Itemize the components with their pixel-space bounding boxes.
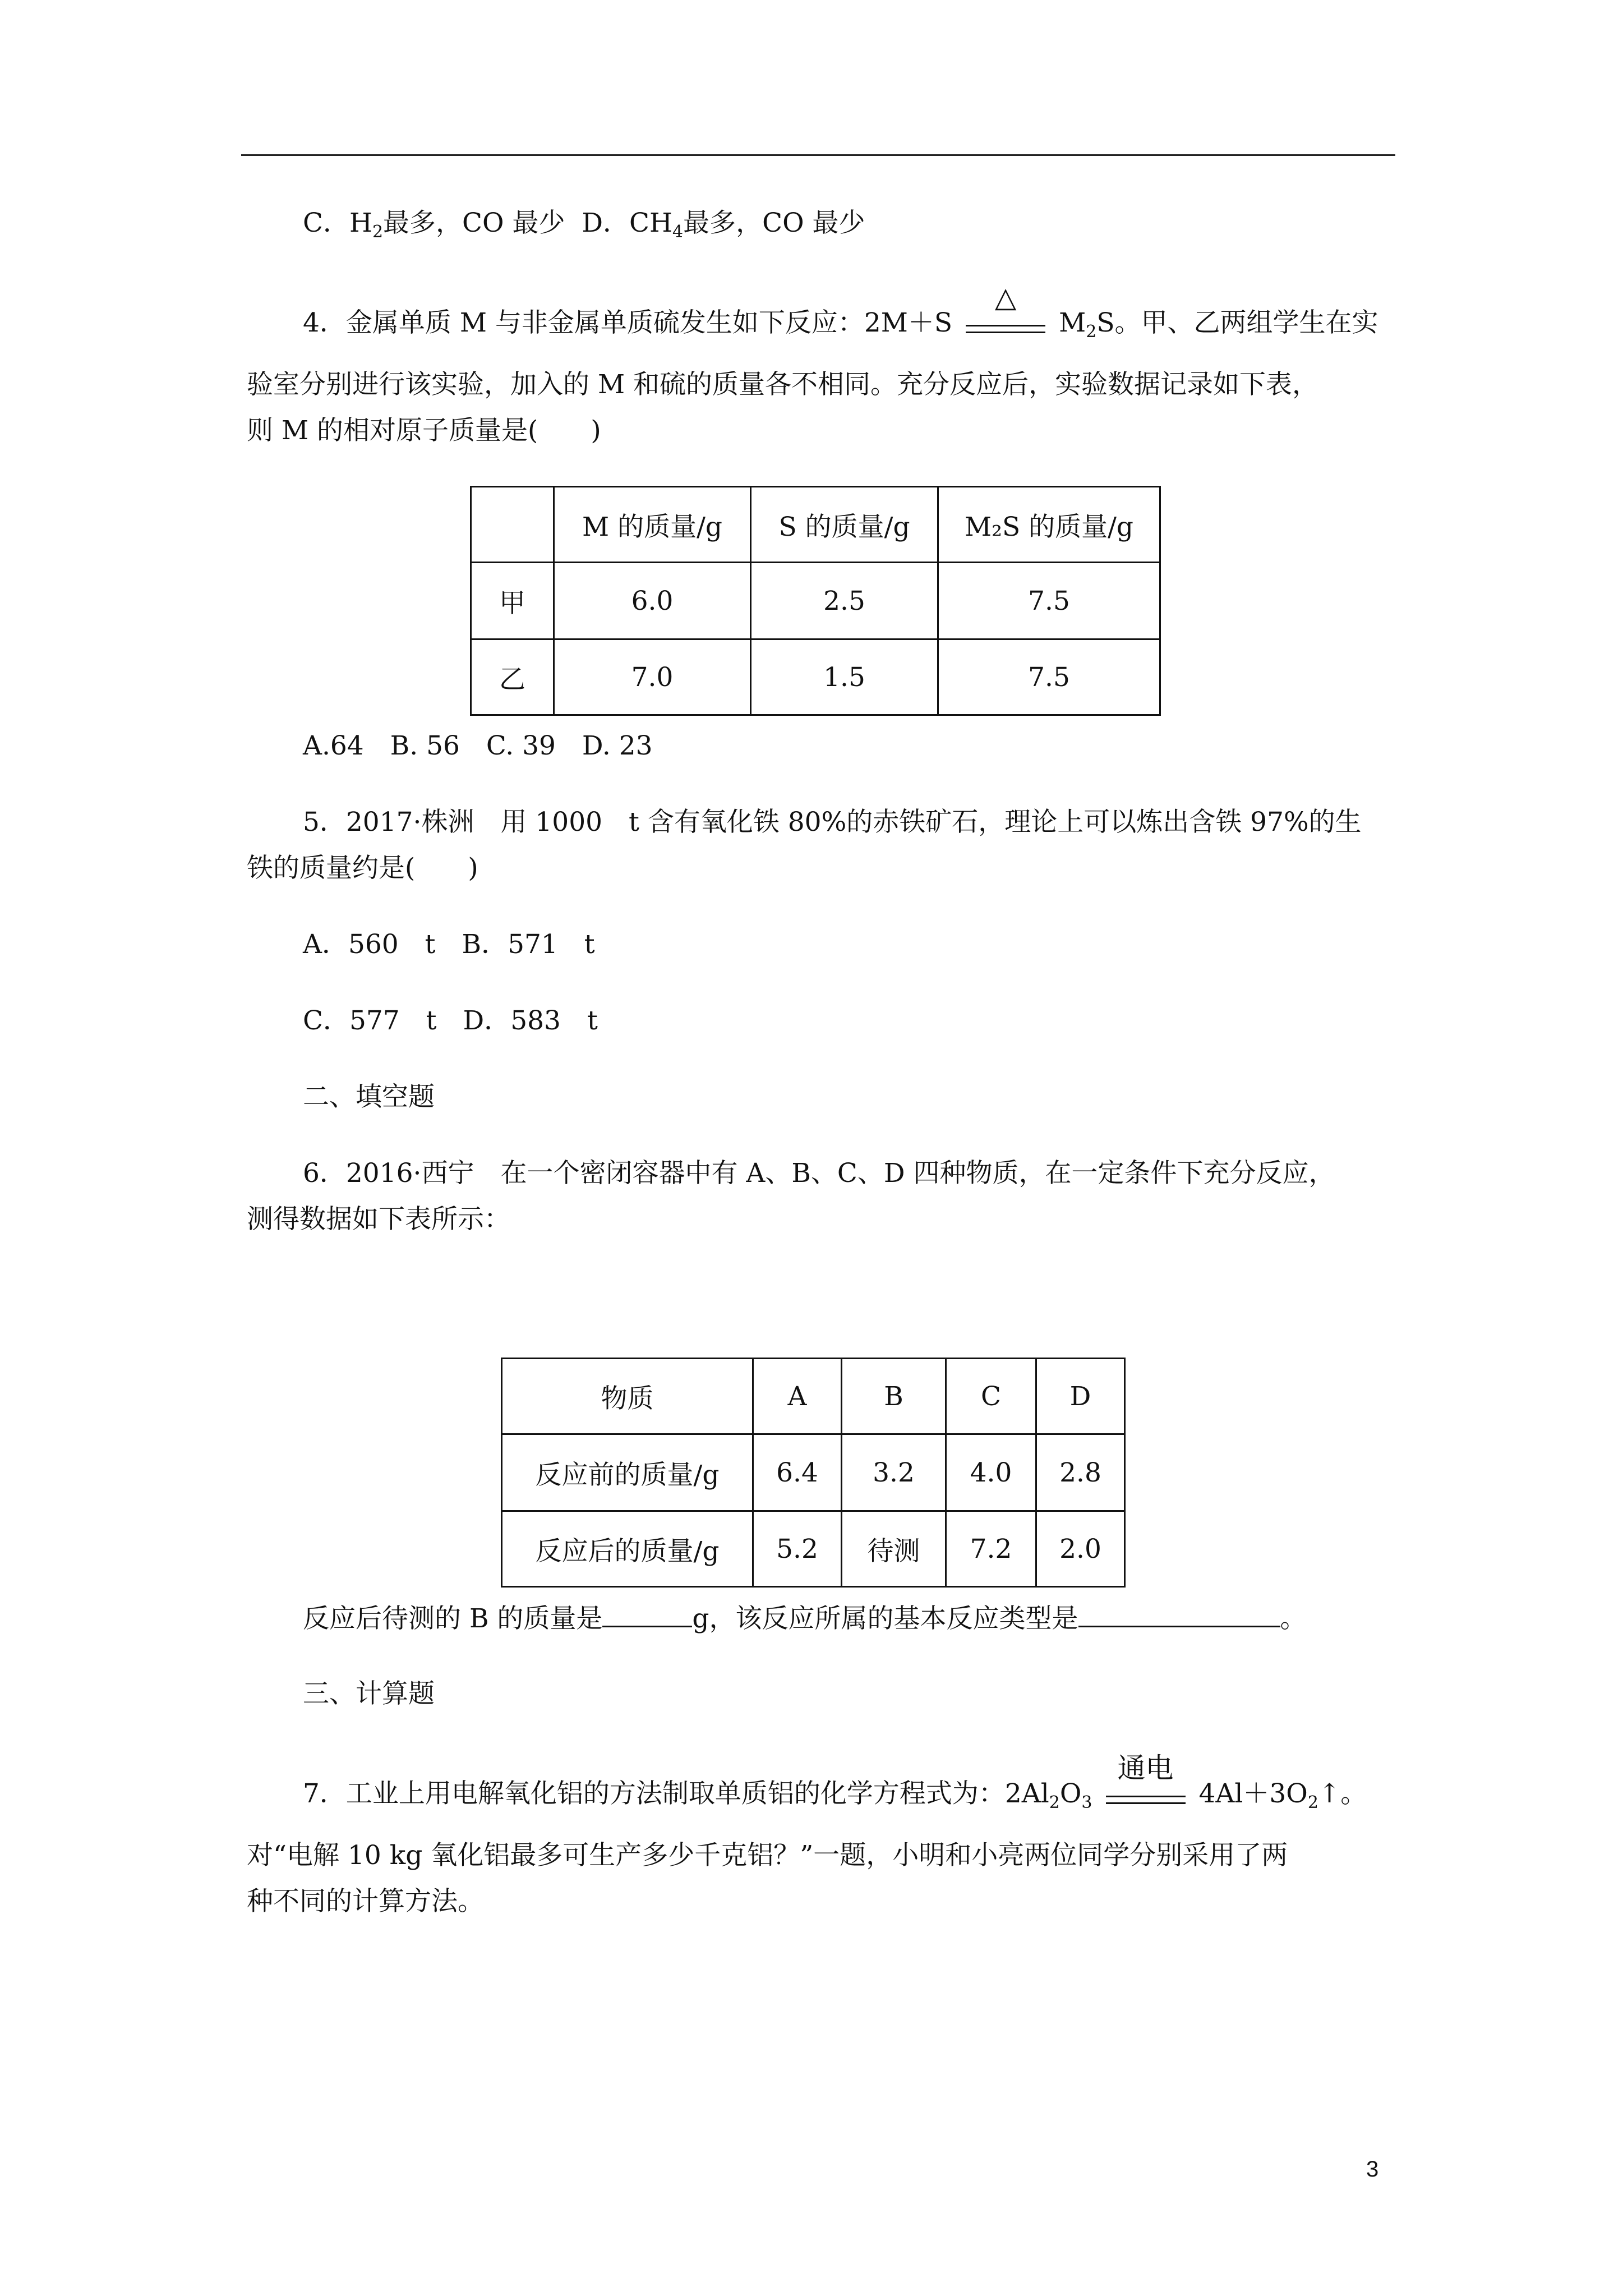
q7-line1: 7．工业上用电解氧化铝的方法制取单质铝的化学方程式为：$2Al_2O_3$ 通电 $4Al+3O_2↑$。 — [303, 1752, 1367, 1812]
section-fill-in: 二、填空题 — [303, 1082, 435, 1112]
table-header-cell — [471, 487, 554, 563]
table-cell: 7.5 — [938, 639, 1160, 715]
table-cell: 6.0 — [554, 563, 751, 639]
q5-options-ab: A．560 t B．571 t — [303, 929, 595, 960]
table-cell: 反应前的质量/g — [502, 1434, 753, 1511]
electrolysis-condition-equals: 通电 — [1104, 1779, 1188, 1812]
table-cell: 乙 — [471, 639, 554, 715]
table-header-cell: D — [1036, 1359, 1125, 1434]
table-header-cell: S 的质量/g — [751, 487, 938, 563]
table-cell: 5.2 — [753, 1511, 842, 1587]
table-cell: 7.0 — [554, 639, 751, 715]
table-cell: 1.5 — [751, 639, 938, 715]
table-cell: 7.5 — [938, 563, 1160, 639]
table-cell: 甲 — [471, 563, 554, 639]
table-cell: 2.0 — [1036, 1511, 1125, 1587]
table-cell: 2.8 — [1036, 1434, 1125, 1511]
table-header-cell: C — [946, 1359, 1036, 1434]
q5-line1: 5．2017·株洲 用 1000 t 含有氧化铁 80%的赤铁矿石，理论上可以炼出含铁 97%的生 — [303, 807, 1362, 838]
table-header-cell: M₂S 的质量/g — [938, 487, 1160, 563]
table-header-cell: M 的质量/g — [554, 487, 751, 563]
table-cell: 2.5 — [751, 563, 938, 639]
table-header-cell: 物质 — [502, 1359, 753, 1434]
q7-line2: 对“电解 10 kg 氧化铝最多可生产多少千克铝？”一题，小明和小亮两位同学分别采用了两 — [247, 1840, 1288, 1871]
table-cell: 6.4 — [753, 1434, 842, 1511]
q4-line3: 则 M 的相对原子质量是( ) — [247, 415, 601, 446]
table-cell: 待测 — [842, 1511, 946, 1587]
table-cell: 3.2 — [842, 1434, 946, 1511]
q6-data-table — [501, 1358, 1126, 1588]
q5-options-cd: C．577 t D．583 t — [303, 1005, 598, 1036]
table-header-cell: A — [753, 1359, 842, 1434]
q7-line3: 种不同的计算方法。 — [247, 1886, 484, 1917]
q4-line2: 验室分别进行该实验，加入的 M 和硫的质量各不相同。充分反应后，实验数据记录如下表， — [247, 369, 1319, 400]
answer-blank-mass[interactable] — [602, 1601, 692, 1627]
q3-options-cd: C．$H_2$最多，CO 最少 D．$CH_4$最多，CO 最少 — [303, 208, 865, 242]
header-rule — [241, 154, 1395, 156]
heat-condition-equals — [963, 281, 1048, 342]
q6-line1: 6．2016·西宁 在一个密闭容器中有 A、B、C、D 四种物质，在一定条件下充分反应， — [303, 1158, 1335, 1189]
q4-data-table — [470, 486, 1161, 716]
answer-blank-reaction-type[interactable] — [1078, 1601, 1280, 1627]
q4-options: A.64 B. 56 C. 39 D. 23 — [303, 730, 653, 761]
page-number: 3 — [1366, 2157, 1379, 2182]
table-cell: 反应后的质量/g — [502, 1511, 753, 1587]
table-cell: 4.0 — [946, 1434, 1036, 1511]
q6-answer-line: 反应后待测的 B 的质量是 g，该反应所属的基本反应类型是 。 — [303, 1601, 1307, 1636]
triangle-icon: △ — [994, 281, 1017, 314]
q5-line2: 铁的质量约是( ) — [247, 853, 478, 884]
section-calculation: 三、计算题 — [303, 1678, 435, 1709]
table-cell: 7.2 — [946, 1511, 1036, 1587]
q6-line2: 测得数据如下表所示： — [247, 1204, 510, 1235]
q4-line1: 4．金属单质 M 与非金属单质硫发生如下反应：2M＋S △ $M_2S$。甲、乙两组学生在实 — [303, 281, 1378, 342]
table-header-cell: B — [842, 1359, 946, 1434]
